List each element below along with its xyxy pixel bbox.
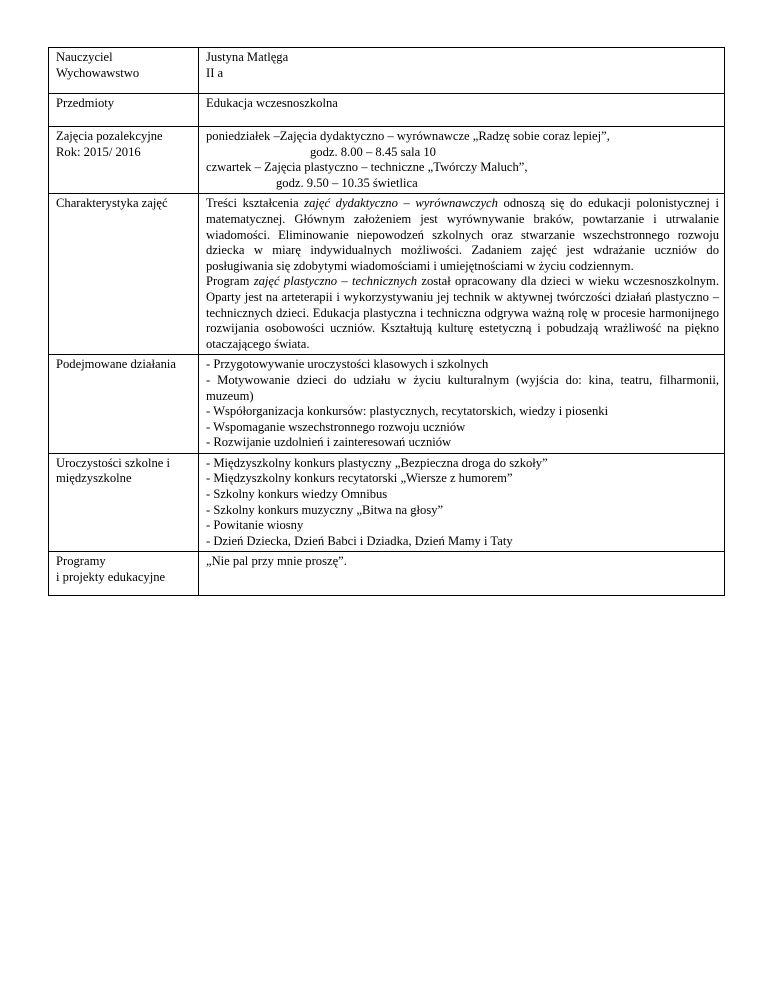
value-programs: „Nie pal przy mnie proszę”. [199, 552, 725, 596]
list-item: - Wspomaganie wszechstronnego rozwoju uczniów [206, 419, 466, 434]
list-item: - Rozwijanie uzdolnień i zainteresowań uczniów [206, 435, 452, 450]
row-teacher [49, 48, 725, 94]
label-programs: Programy i projekty edukacyjne [49, 552, 199, 596]
label-characteristics: Charakterystyka zajęć [49, 194, 199, 355]
list-item: - Szkolny konkurs wiedzy Omnibus [206, 487, 388, 502]
value-teacher: Justyna Matlęga II a [199, 48, 725, 94]
label-ceremonies: Uroczystości szkolne i międzyszkolne [49, 453, 199, 552]
label-extracurricular: Zajęcia pozalekcyjne Rok: 2015/ 2016 [49, 127, 199, 194]
list-item: - Powitanie wiosny [206, 518, 304, 533]
row-subjects [49, 94, 725, 127]
list-item: - Przygotowywanie uroczystości klasowych i szkolnych [206, 357, 489, 372]
list-item: - Współorganizacja konkursów: plastycznych, recytatorskich, wiedzy i piosenki [206, 404, 609, 419]
value-extracurricular: poniedziałek –Zajęcia dydaktyczno – wyrównawcze „Radzę sobie coraz lepiej”, godz. 8.00 – 8.45 sala 10 czwartek – Zajęcia plastyczno – techniczne „Twórczy Maluch”, godz. 9.50 – 10.35 świetlica [199, 127, 725, 194]
info-table [48, 47, 725, 596]
row-activities [49, 355, 725, 454]
value-ceremonies [199, 453, 725, 552]
paragraph-remedial: Treści kształcenia zajęć dydaktyczno – wyrównawczych odnoszą się do edukacji polonistycznej i matematycznej. Głównym założeniem jest wyrównywanie braków, powtarzanie i utrwalanie wiadomości. Eliminowanie niepowodzeń szkolnych oraz stwarzanie wszechstronnego rozwoju dziecka w miarę indywidualnych możliwości. Zadaniem zajęć jest wdrażanie uczniów do posługiwania się zdobytymi wiadomościami i umiejętnościami w życiu codziennym. [206, 196, 719, 273]
row-characteristics [49, 194, 725, 355]
list-item: - Międzyszkolny konkurs plastyczny „Bezpieczna droga do szkoły” [206, 455, 548, 470]
value-subjects: Edukacja wczesnoszkolna [199, 94, 725, 127]
value-characteristics [199, 194, 725, 355]
list-item: - Dzień Dziecka, Dzień Babci i Dziadka, Dzień Mamy i Taty [206, 533, 513, 548]
label-activities: Podejmowane działania [49, 355, 199, 454]
label-subjects: Przedmioty [49, 94, 199, 127]
paragraph-art: Program zajęć plastyczno – technicznych został opracowany dla dzieci w wieku wczesnoszkolnym. Oparty jest na arteterapii i wykorzystywaniu jej technik w aktywnej twórczości działań plastyczno – technicznych dzieci. Edukacja plastyczna i techniczna odgrywa ważną rolę w procesie harmonijnego rozwijania osobowości uczniów. Kształtują kulturę estetyczną i pobudzają wrażliwość na piękno otaczającego świata. [206, 274, 719, 351]
value-activities [199, 355, 725, 454]
list-item: - Motywowanie dzieci do udziału w życiu kulturalnym (wyjścia do: kina, teatru, filharmonii, muzeum) [206, 372, 719, 403]
list-item: - Szkolny konkurs muzyczny „Bitwa na głosy” [206, 502, 444, 517]
row-extracurricular [49, 127, 725, 194]
row-ceremonies [49, 453, 725, 552]
label-teacher: Nauczyciel Wychowawstwo [49, 48, 199, 94]
row-programs [49, 552, 725, 596]
list-item: - Międzyszkolny konkurs recytatorski „Wiersze z humorem” [206, 471, 513, 486]
